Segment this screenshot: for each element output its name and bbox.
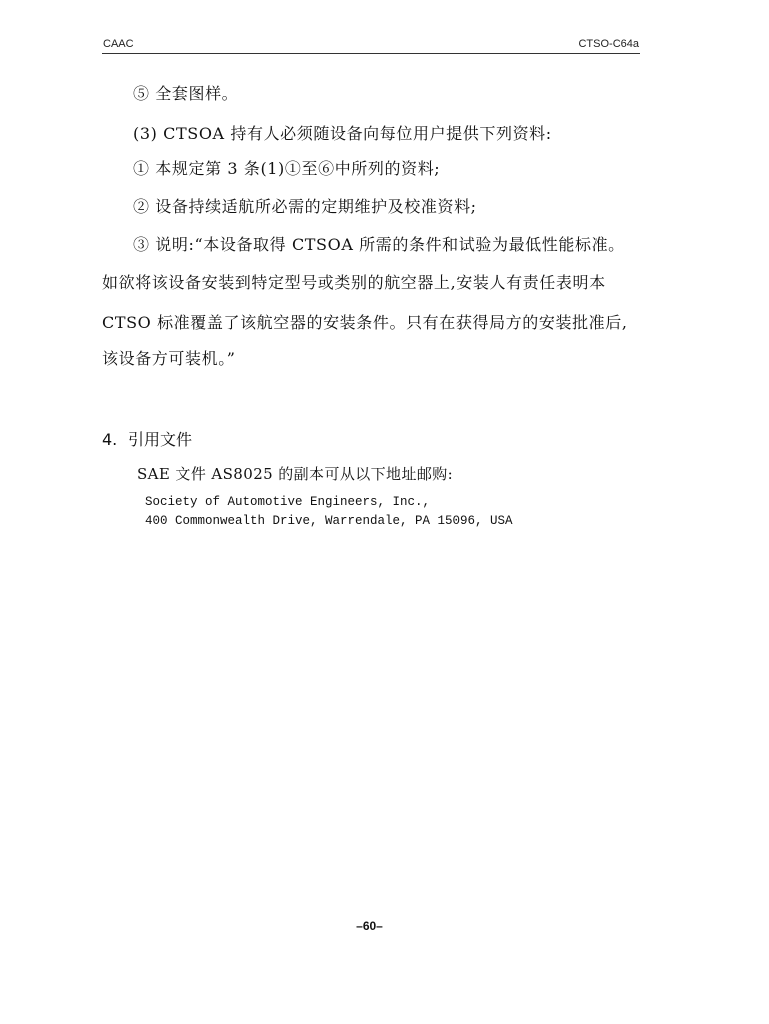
address-line-1: Society of Automotive Engineers, Inc.,: [145, 495, 431, 509]
header-right: CTSO-C64a: [578, 38, 639, 50]
page-number: –60–: [356, 919, 383, 933]
address-line-2: 400 Commonwealth Drive, Warrendale, PA 15096, USA: [145, 514, 513, 528]
page-number-footer: [0, 919, 769, 933]
header-rule: [102, 53, 640, 54]
sub-item-2: ② 设备持续适航所必需的定期维护及校准资料;: [133, 197, 477, 216]
sub-item-3-line-1: ③ 说明:“本设备取得 CTSOA 所需的条件和试验为最低性能标准。: [133, 235, 625, 254]
sub-item-3-line-4: 该设备方可装机。”: [102, 349, 236, 368]
section-heading: [102, 427, 192, 450]
item-5: ⑤ 全套图样。: [133, 84, 239, 103]
sub-item-3-line-2: 如欲将该设备安装到特定型号或类别的航空器上,安装人有责任表明本: [102, 273, 606, 292]
section-number: 4.: [102, 430, 118, 449]
paragraph-3: (3) CTSOA 持有人必须随设备向每位用户提供下列资料:: [133, 124, 552, 143]
section-title: 引用文件: [128, 430, 193, 449]
sub-item-1: ① 本规定第 3 条(1)①至⑥中所列的资料;: [133, 159, 441, 178]
reference-intro: SAE 文件 AS8025 的副本可从以下地址邮购:: [137, 465, 454, 483]
sub-item-3-line-3: CTSO 标准覆盖了该航空器的安装条件。只有在获得局方的安装批准后,: [102, 313, 628, 332]
header-left: CAAC: [103, 38, 134, 50]
